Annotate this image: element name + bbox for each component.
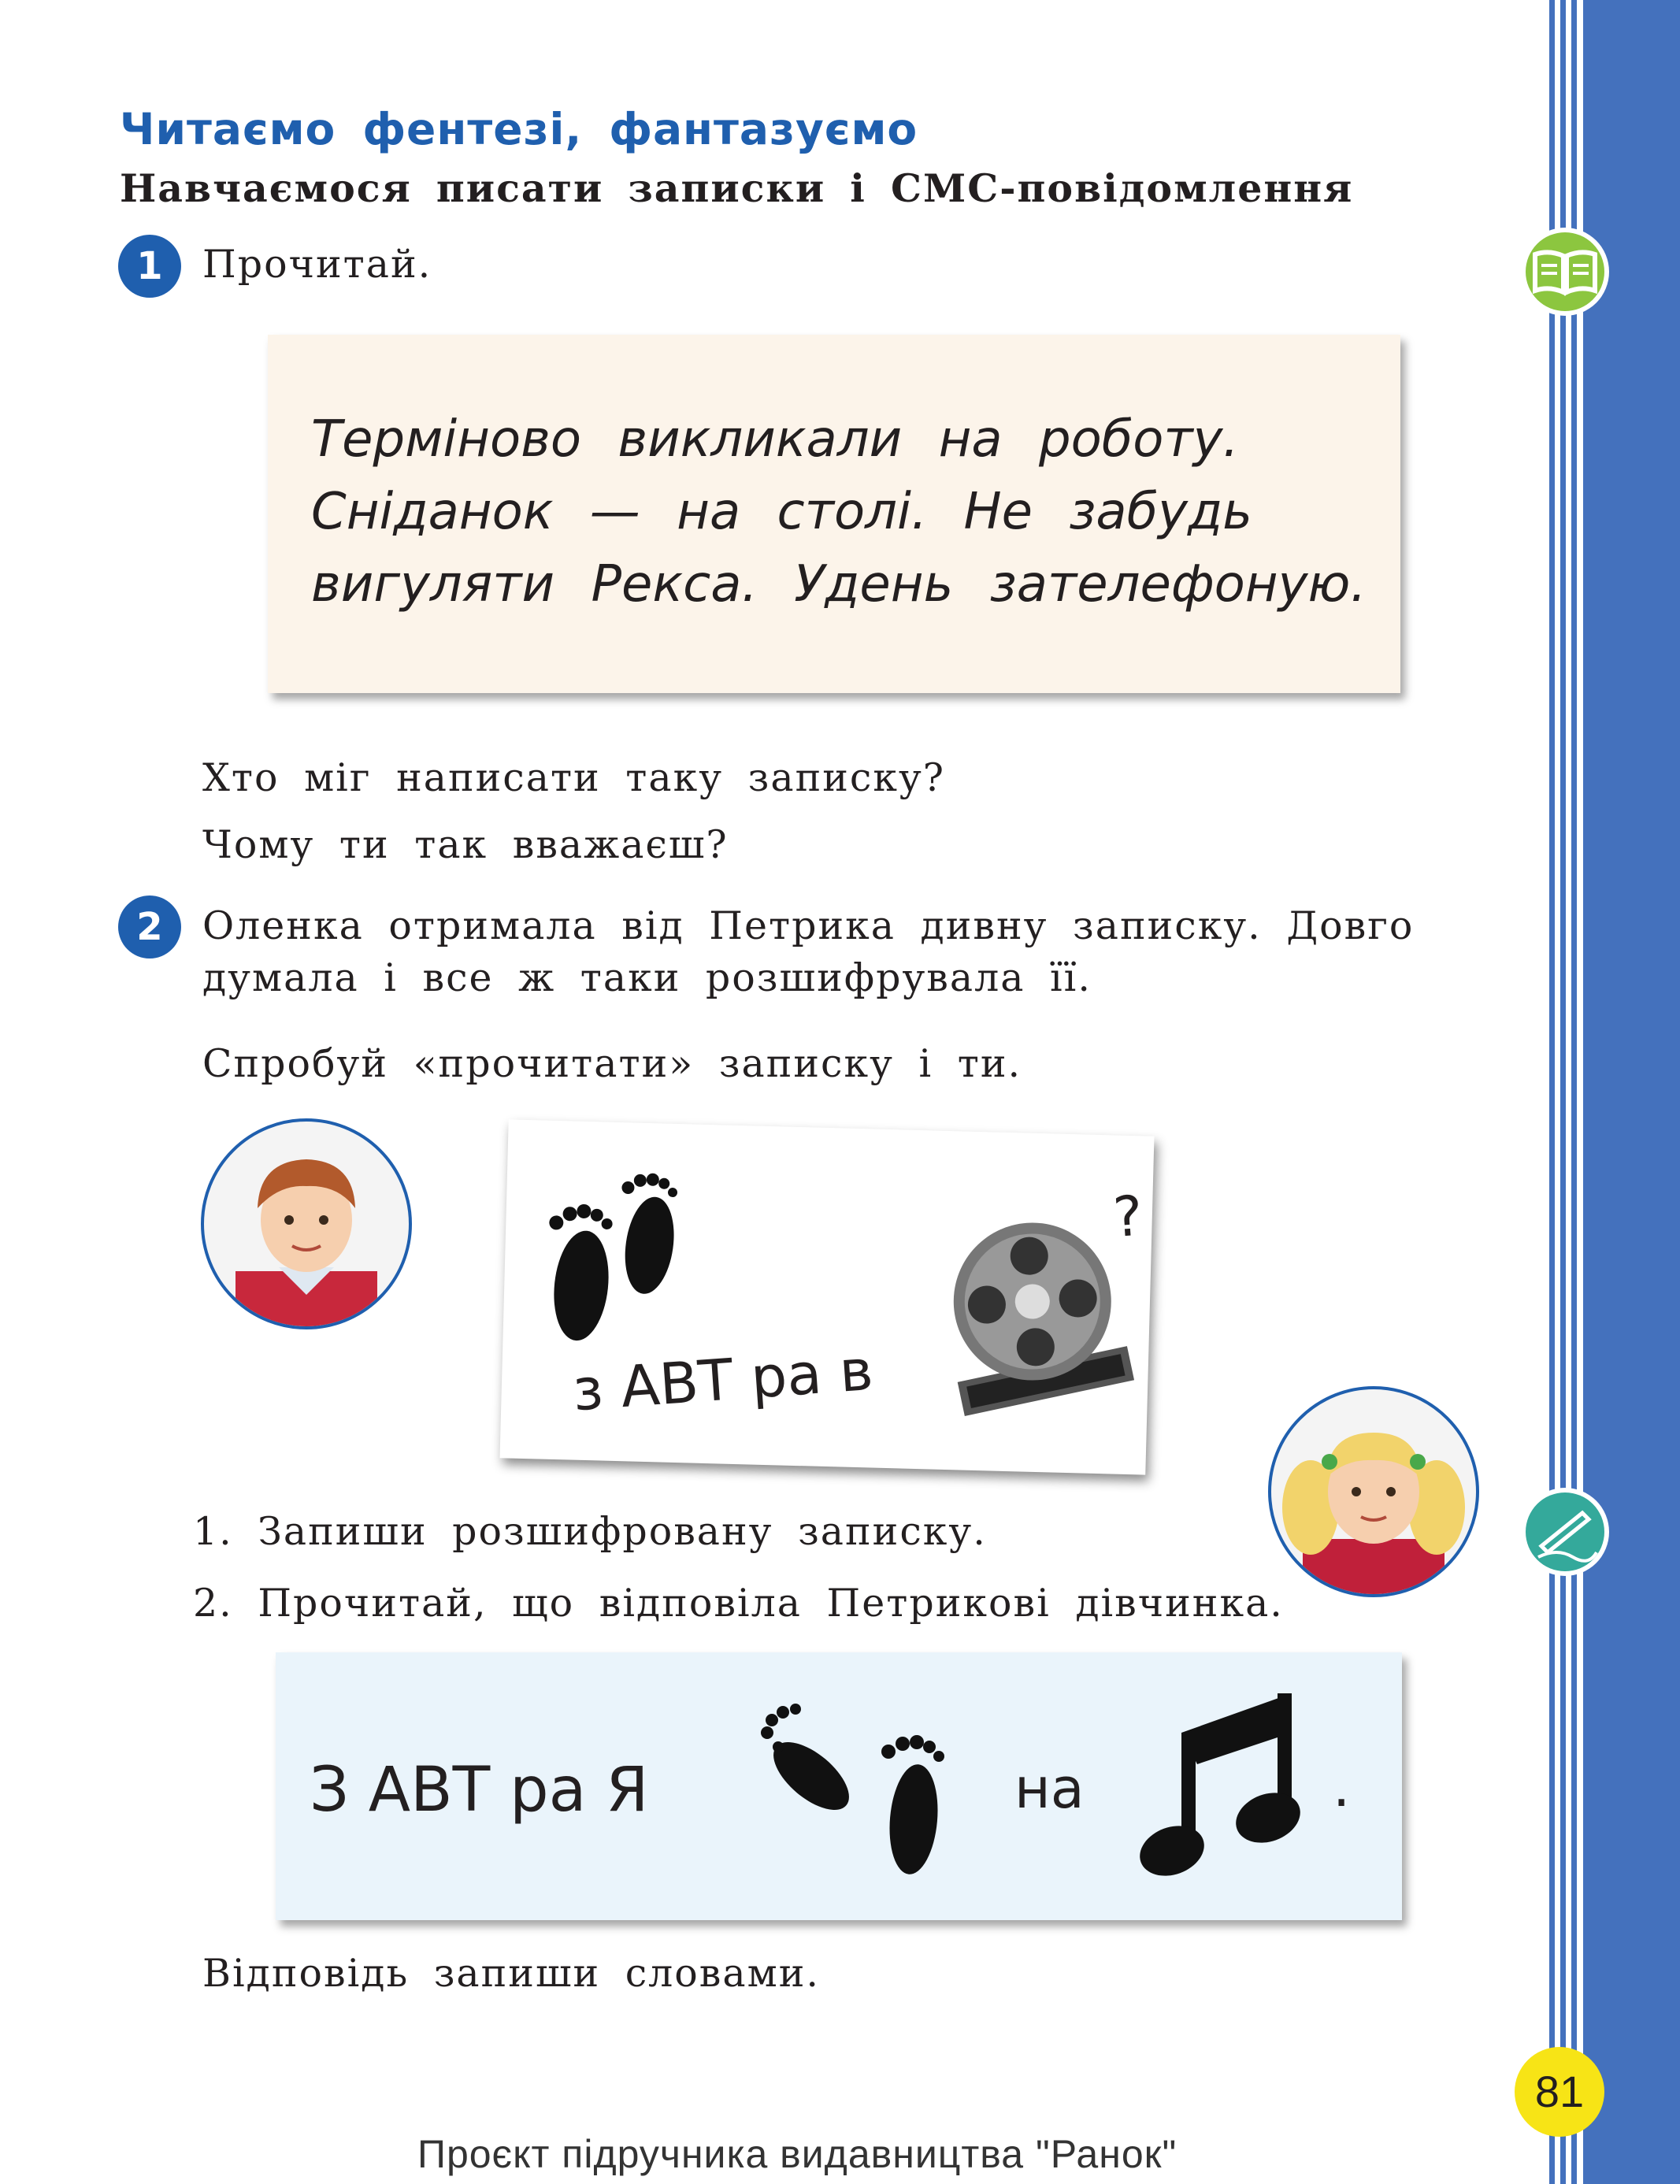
question-1: Хто міг написати таку записку? bbox=[202, 755, 946, 800]
writing-icon bbox=[1518, 1485, 1612, 1579]
list-item-2: 2. Прочитай, що відповіла Петрикові дівчинка. bbox=[193, 1581, 1284, 1626]
side-margin-band bbox=[1583, 0, 1680, 2184]
handwritten-note bbox=[311, 403, 1367, 621]
page-subtitle: Навчаємося писати записки і СМС-повідомлення bbox=[120, 165, 1354, 211]
girl-avatar bbox=[1268, 1386, 1479, 1597]
book-icon bbox=[1518, 224, 1612, 319]
boy-avatar bbox=[201, 1118, 412, 1329]
puzzle-2-word: на bbox=[1014, 1756, 1085, 1821]
footprints-icon bbox=[526, 1159, 714, 1379]
answer-instruction: Відповідь запиши словами. bbox=[202, 1951, 820, 1996]
music-note-icon bbox=[1134, 1685, 1307, 1886]
task-number-1: 1 bbox=[118, 235, 181, 298]
footprints-icon bbox=[756, 1701, 961, 1893]
puzzle-1-question-mark: ? bbox=[1111, 1183, 1145, 1250]
question-2: Чому ти так вважаєш? bbox=[202, 822, 729, 867]
page-title: Читаємо фентезі, фантазуємо bbox=[120, 104, 918, 154]
film-reel-icon bbox=[940, 1208, 1142, 1421]
task2-prompt: Спробуй «прочитати» записку і ти. bbox=[202, 1041, 1022, 1086]
puzzle-1-content bbox=[509, 1113, 1160, 1487]
puzzle-1-text: з АВТ ра в bbox=[570, 1336, 876, 1424]
side-stripe bbox=[1571, 0, 1577, 2184]
side-stripe bbox=[1549, 0, 1555, 2184]
task-number-2: 2 bbox=[118, 895, 181, 959]
puzzle-2-text: З АВТ ра Я bbox=[310, 1755, 649, 1826]
task1-instruction: Прочитай. bbox=[202, 242, 432, 287]
task2-line1: Оленка отримала від Петрика дивну записку. Довго bbox=[202, 903, 1415, 948]
note-line: Терміново викликали на роботу. bbox=[311, 410, 1239, 469]
note-line: вигуляти Рекса. Удень зателефоную. bbox=[311, 555, 1367, 614]
footer: Проєкт підручника видавництва "Ранок" bbox=[417, 2132, 1177, 2176]
note-line: Сніданок — на столі. Не забудь bbox=[311, 483, 1252, 541]
task2-line2: думала і все ж таки розшифрувала її. bbox=[202, 955, 1092, 1000]
side-stripe bbox=[1560, 0, 1566, 2184]
puzzle-2-period: . bbox=[1333, 1755, 1351, 1819]
page-number: 81 bbox=[1515, 2047, 1604, 2137]
list-item-1: 1. Запиши розшифровану записку. bbox=[193, 1509, 987, 1554]
